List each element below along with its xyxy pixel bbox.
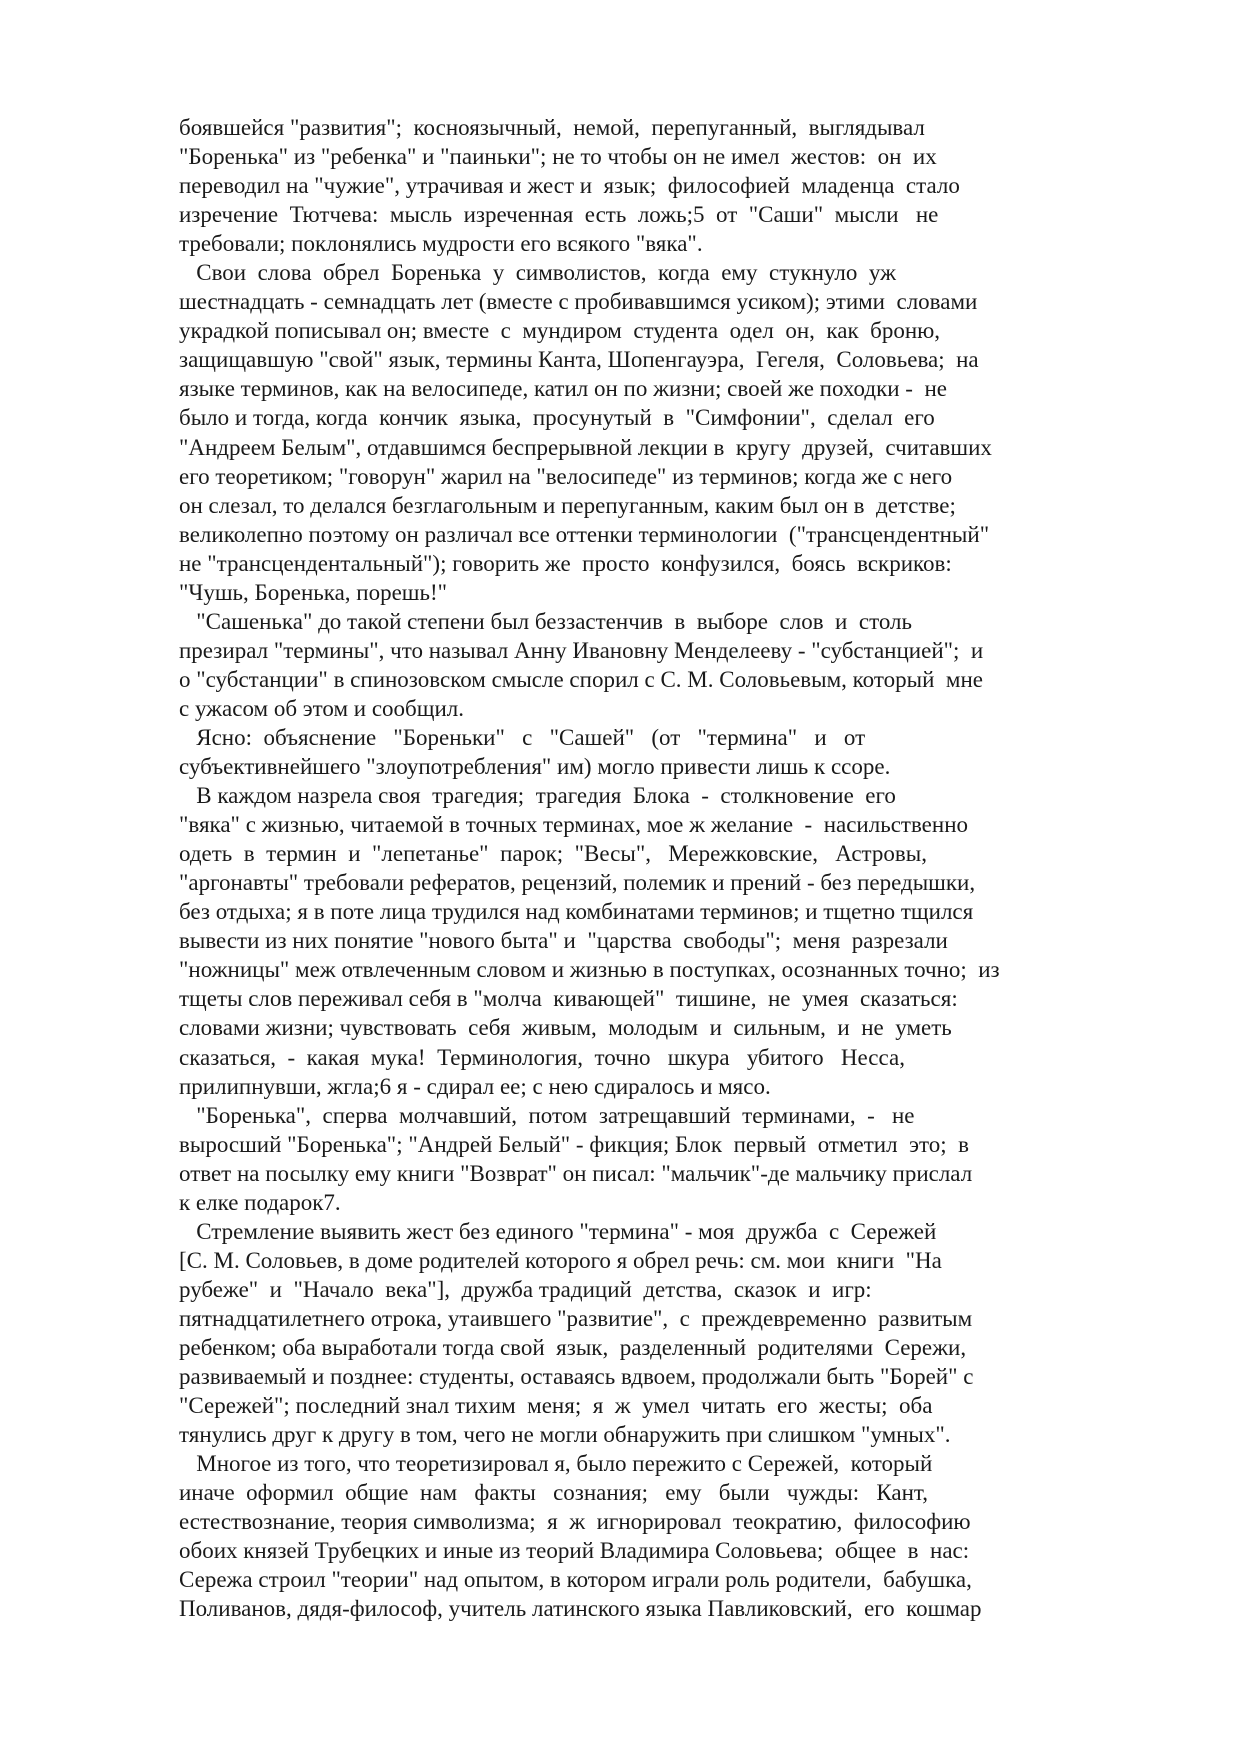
text-line: к елке подарок7.: [179, 1189, 341, 1215]
text-line: боявшейся "развития"; косноязычный, немой, перепуганный, выглядывал: [179, 115, 925, 140]
text-line: сказаться, - какая мука! Терминология, точно шкура убитого Несса,: [179, 1044, 905, 1070]
text-line: защищавшую "свой" язык, термины Канта, Шопенгауэра, Гегеля, Соловьева; на: [179, 347, 979, 373]
text-line: "Сашенька" до такой степени был беззастенчив в выборе слов и столь: [179, 608, 912, 634]
text-line: без отдыха; я в поте лица трудился над комбинатами терминов; и тщетно тщился: [179, 899, 974, 925]
paragraph: [179, 781, 1079, 1101]
text-line: великолепно поэтому он различал все оттенки терминологии ("трансцендентный": [179, 521, 990, 547]
text-line: Сережа строил "теории" над опытом, в котором играли роль родители, бабушка,: [179, 1567, 972, 1593]
text-line: было и тогда, когда кончик языка, просунутый в "Симфонии", сделал его: [179, 405, 935, 431]
text-line: субъективнейшего "злоупотребления" им) могло привести лишь к ссоре.: [179, 754, 891, 780]
text-line: его теоретиком; "говорун" жарил на "велосипеде" из терминов; когда же с него: [179, 463, 953, 489]
text-line: "Боренька" из "ребенка" и "паиньки"; не то чтобы он не имел жестов: он их: [179, 144, 937, 170]
paragraph: [179, 1101, 1079, 1217]
text-line: рубеже" и "Начало века"], дружба традиций детства, сказок и игр:: [179, 1276, 872, 1302]
text-line: "аргонавты" требовали рефератов, рецензий, полемик и прений - без передышки,: [179, 870, 976, 896]
text-line: тянулись друг к другу в том, чего не могли обнаружить при слишком "умных".: [179, 1422, 951, 1448]
text-line: пятнадцатилетнего отрока, утаившего "развитие", с преждевременно развитым: [179, 1305, 973, 1331]
text-line: Свои слова обрел Боренька у символистов, когда ему стукнуло уж: [179, 260, 896, 286]
document-body-text: [179, 113, 1079, 1623]
text-line: языке терминов, как на велосипеде, катил он по жизни; своей же походки - не: [179, 376, 947, 402]
text-line: Ясно: объяснение "Бореньки" с "Сашей" (от "термина" и от: [179, 724, 866, 750]
text-line: изречение Тютчева: мысль изреченная есть ложь;5 от "Саши" мысли не: [179, 202, 939, 228]
text-line: выросший "Боренька"; "Андрей Белый" - фикция; Блок первый отметил это; в: [179, 1131, 969, 1157]
text-line: Поливанов, дядя-философ, учитель латинского языка Павликовский, его кошмар: [179, 1596, 982, 1622]
text-line: ответ на посылку ему книги "Возврат" он писал: "мальчик"-де мальчику прислал: [179, 1160, 973, 1186]
text-line: о "субстанции" в спинозовском смысле спорил с С. М. Соловьевым, который мне: [179, 666, 983, 692]
text-line: переводил на "чужие", утрачивая и жест и язык; философией младенца стало: [179, 173, 960, 199]
text-line: "Андреем Белым", отдавшимся беспрерывной лекции в кругу друзей, считавших: [179, 434, 992, 460]
text-line: не "трансцендентальный"); говорить же просто конфузился, боясь вскриков:: [179, 550, 952, 576]
text-line: обоих князей Трубецких и иные из теорий Владимира Соловьева; общее в нас:: [179, 1538, 970, 1564]
text-line: вывести из них понятие "нового быта" и "царства свободы"; меня разрезали: [179, 928, 948, 954]
text-line: "вяка" с жизнью, читаемой в точных терминах, мое ж желание - насильственно: [179, 812, 969, 838]
text-line: иначе оформил общие нам факты сознания; ему были чужды: Кант,: [179, 1480, 928, 1506]
text-line: [С. М. Соловьев, в доме родителей которого я обрел речь: см. мои книги "На: [179, 1247, 942, 1273]
text-line: словами жизни; чувствовать себя живым, молодым и сильным, и не уметь: [179, 1015, 952, 1041]
text-line: "ножницы" меж отвлеченным словом и жизнью в поступках, осознанных точно; из: [179, 957, 1000, 983]
text-line: прилипнувши, жгла;6 я - сдирал ее; с нею сдиралось и мясо.: [179, 1073, 771, 1099]
paragraph: [179, 723, 1079, 781]
text-line: "Сережей"; последний знал тихим меня; я ж умел читать его жесты; оба: [179, 1393, 933, 1419]
text-line: он слезал, то делался безглагольным и перепуганным, каким был он в детстве;: [179, 492, 956, 518]
text-line: Стремление выявить жест без единого "термина" - моя дружба с Сережей: [179, 1218, 937, 1244]
text-line: "Чушь, Боренька, порешь!": [179, 579, 448, 605]
text-line: требовали; поклонялись мудрости его всякого "вяка".: [179, 231, 703, 257]
text-line: одеть в термин и "лепетанье" парок; "Весы", Мережковские, Астровы,: [179, 841, 927, 867]
paragraph: [179, 113, 1079, 258]
text-line: шестнадцать - семнадцать лет (вместе с пробивавшимся усиком); этими словами: [179, 289, 978, 315]
text-line: Многое из того, что теоретизировал я, было пережито с Сережей, который: [179, 1451, 933, 1477]
text-line: развиваемый и позднее: студенты, оставаясь вдвоем, продолжали быть "Борей" с: [179, 1364, 974, 1390]
text-line: ребенком; оба выработали тогда свой язык, разделенный родителями Сережи,: [179, 1334, 967, 1360]
text-line: естествознание, теория символизма; я ж игнорировал теократию, философию: [179, 1509, 971, 1535]
paragraph: [179, 1449, 1079, 1623]
paragraph: [179, 258, 1079, 607]
text-line: с ужасом об этом и сообщил.: [179, 695, 464, 721]
paragraph: [179, 1217, 1079, 1449]
text-line: "Боренька", сперва молчавший, потом затрещавший терминами, - не: [179, 1102, 915, 1128]
text-line: украдкой пописывал он; вместе с мундиром студента одел он, как броню,: [179, 318, 941, 344]
text-line: презирал "термины", что называл Анну Ивановну Менделееву - "субстанцией"; и: [179, 637, 984, 663]
text-line: тщеты слов переживал себя в "молча кивающей" тишине, не умея сказаться:: [179, 986, 958, 1012]
text-line: В каждом назрела своя трагедия; трагедия Блока - столкновение его: [179, 783, 896, 809]
paragraph: [179, 607, 1079, 723]
